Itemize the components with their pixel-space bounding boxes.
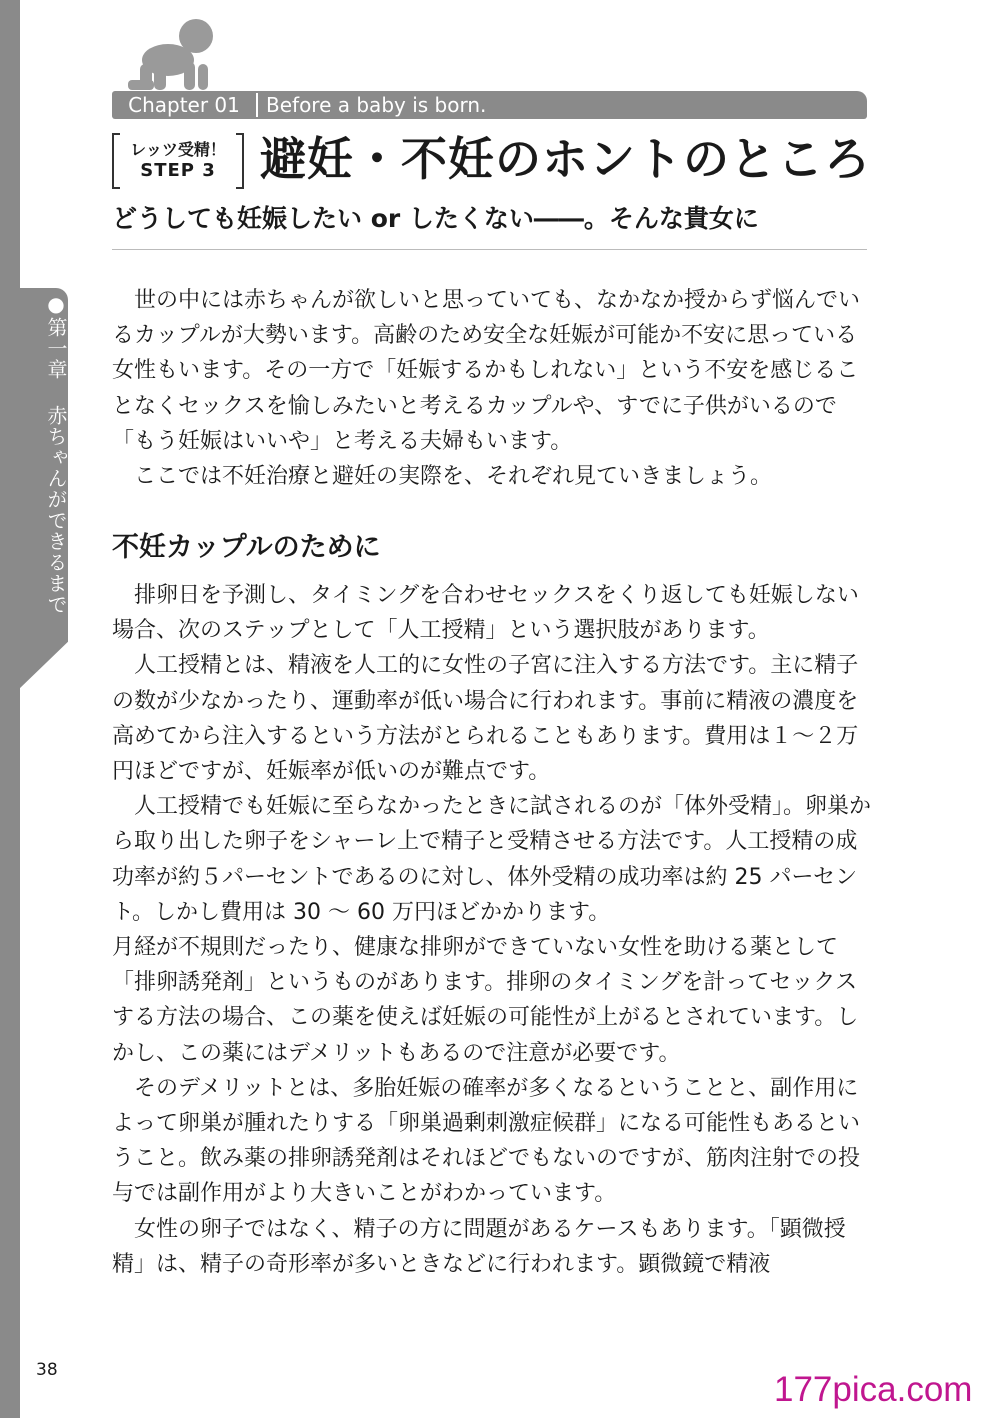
intro-text	[112, 283, 872, 494]
page-title: 避妊・不妊のホントのところ	[260, 132, 871, 186]
paragraph: 女性の卵子ではなく、精子の方に問題があるケースもあります。「顕微授精」は、精子の奇形率が多いときなどに行われます。顕微鏡で精液	[112, 1216, 846, 1277]
chapter-side-tab-label: ●第一章 赤ちゃんができるまで	[44, 292, 68, 615]
section-heading: 不妊カップルのために	[112, 532, 381, 563]
section-text	[112, 578, 872, 1282]
chapter-title: Before a baby is born.	[266, 93, 487, 117]
step-badge-number: STEP 3	[140, 160, 216, 181]
paragraph: 人工授精とは、精液を人工的に女性の子宮に注入する方法です。主に精子の数が少なかったり、運動率が低い場合に行われます。事前に精液の濃度を高めてから注入するという方法がとられることもあります。費用は１～２万円ほどですが、妊娠率が低いのが難点です。	[112, 653, 859, 785]
step-badge	[112, 133, 244, 189]
page-subtitle: どうしても妊娠したい or したくない――。そんな貴女に	[112, 204, 759, 233]
page-number: 38	[36, 1360, 58, 1380]
side-strip	[0, 0, 20, 1418]
paragraph: そのデメリットとは、多胎妊娠の確率が多くなるということと、副作用によって卵巣が腫れたりする「卵巣過剰刺激症候群」になる可能性もあるということ。飲み薬の排卵誘発剤はそれほどでもないのですが、筋肉注射での投与では副作用がより大きいことがわかっています。	[112, 1075, 861, 1207]
paragraph: 世の中には赤ちゃんが欲しいと思っていても、なかなか授からず悩んでいるカップルが大勢います。高齢のため安全な妊娠が可能か不安に思っている女性もいます。その一方で「妊娠するかもしれない」という不安を感じることなくセックスを愉しみたいと考えるカップルや、すでに子供がいるので「もう妊娠はいいや」と考える夫婦もいます。	[112, 288, 861, 454]
paragraph: 排卵日を予測し、タイミングを合わせセックスをくり返しても妊娠しない場合、次のステップとして「人工授精」という選択肢があります。	[112, 583, 859, 644]
step-badge-label: レッツ受精！	[130, 140, 226, 159]
paragraph: 人工授精でも妊娠に至らなかったときに試されるのが「体外受精」。卵巣から取り出した卵子をシャーレ上で精子と受精させる方法です。人工授精の成功率が約５パーセントであるのに対し、体外受精の成功率は約 25 パーセント。しかし費用は 30 ～ 60 万円ほどかかります。	[112, 794, 872, 925]
paragraph: 月経が不規則だったり、健康な排卵ができていない女性を助ける薬として「排卵誘発剤」というものがあります。排卵のタイミングを計ってセックスする方法の場合、この薬を使えば妊娠の可能性が上がるとされています。しかし、この薬にはデメリットもあるので注意が必要です。	[112, 935, 859, 1066]
watermark: 177pica.com	[774, 1370, 973, 1409]
chapter-label: Chapter 01	[128, 93, 240, 117]
paragraph: ここでは不妊治療と避妊の実際を、それぞれ見ていきましょう。	[134, 464, 773, 490]
header-divider	[112, 249, 867, 250]
chapter-divider	[256, 93, 258, 117]
crawling-baby-icon	[128, 14, 218, 92]
